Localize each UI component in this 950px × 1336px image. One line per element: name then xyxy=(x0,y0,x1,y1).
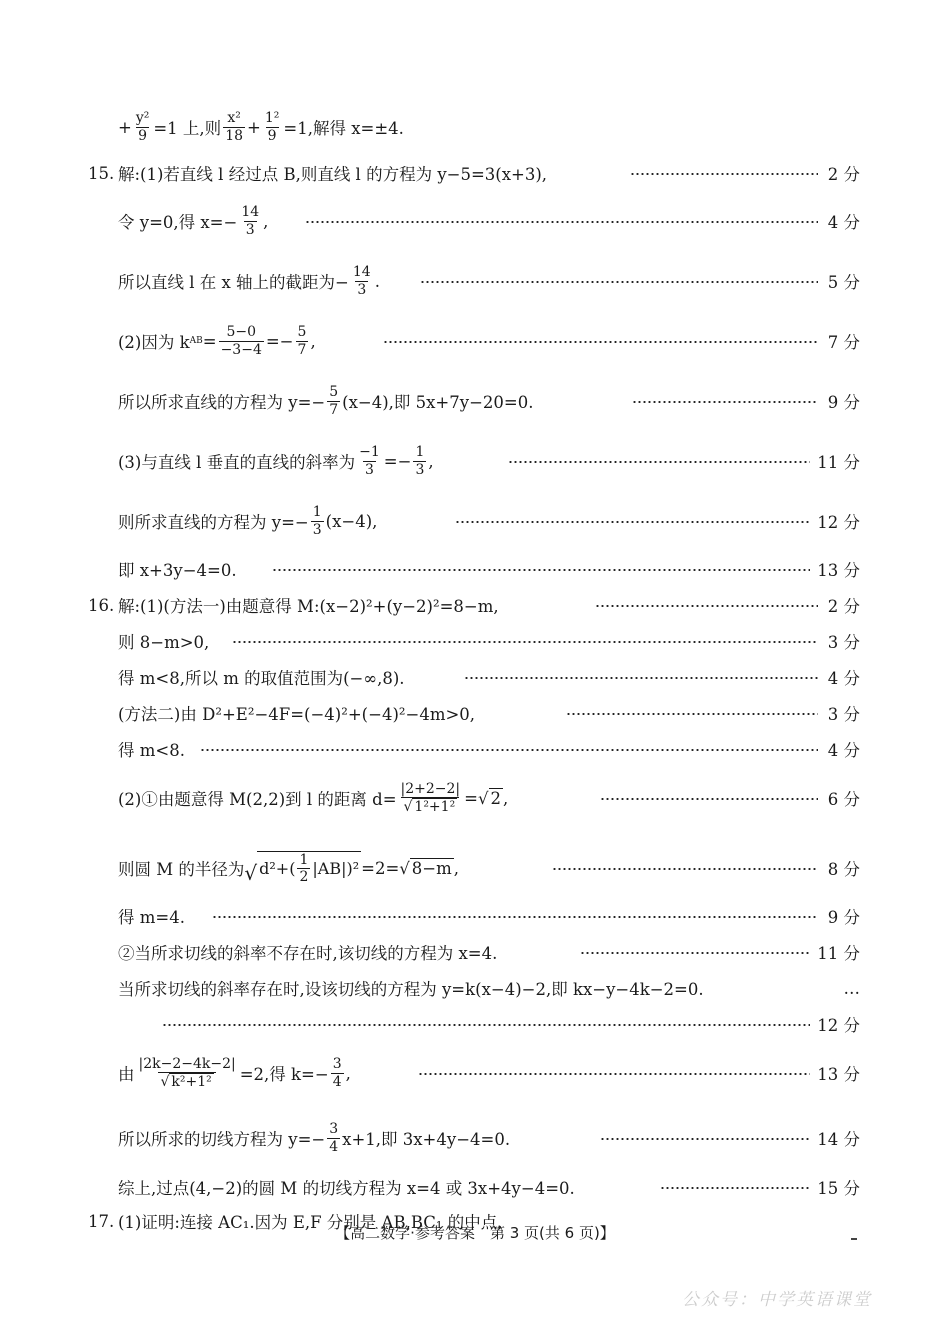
answer-line: 15. 解:(1)若直线 l 经过点 B,则直线 l 的方程为 y−5=3(x+3), 2 分 xyxy=(0,158,950,188)
answer-line: (2)因为 k AB = $\frac{5-0}{-3-4}$ =− $\frac{5}{7}$ , 7 分 xyxy=(118,324,860,358)
score: 4 分 xyxy=(827,213,860,232)
square-root: √ d²+( $\frac{1}{2}$ |AB|)² xyxy=(244,851,360,886)
score: 4 分 xyxy=(827,741,860,760)
leader-dots xyxy=(383,341,818,343)
fraction: |2k−2−4k−2| √ k²+1² xyxy=(138,1055,236,1090)
answer-line: 得 m=4. 9 分 xyxy=(0,901,950,931)
leader-dots xyxy=(595,605,818,607)
leader-dots xyxy=(305,221,818,223)
fraction: $\frac{1}{2}$ xyxy=(299,851,309,885)
fraction: $\frac{\text{x²}}{18}$ xyxy=(225,110,244,144)
leader-dots xyxy=(566,713,818,715)
fraction: $\frac{1}{3}$ xyxy=(415,444,425,478)
question-number: 16. xyxy=(88,595,115,615)
score: 2 分 xyxy=(827,597,860,616)
answer-line: (3)与直线 l 垂直的直线的斜率为 $\frac{-1}{3}$ =− $\frac{1}{3}$ , 11 分 xyxy=(118,444,860,478)
fraction: $\frac{5-0}{-3-4}$ xyxy=(220,324,262,358)
answer-line: 即 x+3y−4=0. 13 分 xyxy=(0,554,950,584)
answer-line: ②当所求切线的斜率不存在时,该切线的方程为 x=4. 11 分 xyxy=(0,937,950,967)
score: 7 分 xyxy=(827,333,860,352)
scan-mark xyxy=(851,1238,857,1240)
score: 9 分 xyxy=(827,908,860,927)
answer-line: 17. (1)证明:连接 AC₁.因为 E,F 分别是 AB,BC₁ 的中点, xyxy=(88,1211,503,1232)
fraction: $\frac{\text{1²}}{9}$ xyxy=(264,110,280,144)
leader-dots xyxy=(630,173,818,175)
answer-line: 综上,过点(4,−2)的圆 M 的切线方程为 x=4 或 3x+4y−4=0. 15 分 xyxy=(0,1172,950,1202)
score: 13 分 xyxy=(817,1065,860,1084)
page-footer: 【高二数学·参考答案 第 3 页(共 6 页)】 xyxy=(335,1224,615,1242)
leader-dots xyxy=(632,401,818,403)
leader-dots xyxy=(455,521,810,523)
leader-dots xyxy=(272,569,810,571)
score: 11 分 xyxy=(817,453,860,472)
leader-dots xyxy=(232,641,818,643)
answer-line: 16. 解:(1)(方法一)由题意得 M:(x−2)²+(y−2)²=8−m, 2 分 xyxy=(0,590,950,620)
answer-line: + $\frac{\text{y²}}{9}$ =1 上,则 $\frac{\text{x²}}{18}$ + $\frac{\text{1²}}{9}$ =1,解得 x=±4. xyxy=(118,110,404,144)
answer-line: (2)①由题意得 M(2,2)到 l 的距离 d= |2+2−2| √ 1²+1² = √ 2 , 6 分 xyxy=(118,780,860,815)
score: 4 分 xyxy=(827,669,860,688)
leader-dots xyxy=(420,281,818,283)
watermark: 公众号：中学英语课堂 xyxy=(682,1290,872,1310)
answer-line: 则 8−m>0, 3 分 xyxy=(0,626,950,656)
score: 5 分 xyxy=(827,273,860,292)
answer-line: 所以所求的切线方程为 y=− $\frac{3}{4}$ x+1,即 3x+4y−4=0. 14 分 xyxy=(118,1121,860,1155)
score: 12 分 xyxy=(817,513,860,532)
fraction: $\frac{-1}{3}$ xyxy=(359,444,380,478)
score: 15 分 xyxy=(817,1179,860,1198)
answer-line xyxy=(0,1009,950,1039)
answer-line: 得 m<8. 4 分 xyxy=(0,734,950,764)
fraction: $\frac{14}{3}$ xyxy=(241,204,260,238)
score: 14 分 xyxy=(817,1130,860,1149)
square-root: √ 1²+1² xyxy=(403,799,456,815)
fraction: $\frac{5}{7}$ xyxy=(297,324,307,358)
fraction: $\frac{14}{3}$ xyxy=(352,264,371,298)
answer-line: (方法二)由 D²+E²−4F=(−4)²+(−4)²−4m>0, 3 分 xyxy=(0,698,950,728)
square-root: √ k²+1² xyxy=(160,1074,212,1090)
score: 9 分 xyxy=(827,393,860,412)
square-root: √ 2 xyxy=(477,789,501,808)
answer-line: 当所求切线的斜率存在时,设该切线的方程为 y=k(x−4)−2,即 kx−y−4k−2=0. … xyxy=(118,978,860,999)
answer-line: 得 m<8,所以 m 的取值范围为(−∞,8). 4 分 xyxy=(0,662,950,692)
answer-line: 所以直线 l 在 x 轴上的截距为− $\frac{14}{3}$ . 5 分 xyxy=(118,264,860,298)
score: 2 分 xyxy=(827,165,860,184)
score: 11 分 xyxy=(817,944,860,963)
question-number: 15. xyxy=(88,163,115,183)
fraction: $\frac{3}{4}$ xyxy=(329,1121,339,1155)
answer-line: 由 |2k−2−4k−2| √ k²+1² =2,得 k=− $\frac{3}{4}$ , 13 分 xyxy=(118,1055,860,1090)
leader-dots xyxy=(600,798,818,800)
fraction: $\frac{5}{7}$ xyxy=(329,384,339,418)
fraction: $\frac{\text{y²}}{9}$ xyxy=(135,110,150,144)
leader-dots xyxy=(200,749,818,751)
leader-dots xyxy=(162,1024,810,1026)
answer-line: 则圆 M 的半径为 √ d²+( $\frac{1}{2}$ |AB|)² =2= √ 8−m , 8 分 xyxy=(118,851,860,886)
leader-dots xyxy=(600,1138,810,1140)
leader-dots xyxy=(552,868,818,870)
score: 3 分 xyxy=(827,705,860,724)
answer-line: 则所求直线的方程为 y=− $\frac{1}{3}$ (x−4), 12 分 xyxy=(118,504,860,538)
question-number: 17. xyxy=(88,1211,115,1231)
score: 8 分 xyxy=(827,860,860,879)
fraction: $\frac{3}{4}$ xyxy=(332,1056,342,1090)
score: 13 分 xyxy=(817,561,860,580)
score: 3 分 xyxy=(827,633,860,652)
square-root: √ 8−m xyxy=(399,859,452,878)
leader-dots xyxy=(660,1187,810,1189)
leader-dots xyxy=(508,461,810,463)
fraction: $\frac{1}{3}$ xyxy=(312,504,322,538)
score: 6 分 xyxy=(827,790,860,809)
leader-dots xyxy=(580,952,810,954)
leader-dots xyxy=(464,677,818,679)
answer-line: 令 y=0,得 x=− $\frac{14}{3}$ , 4 分 xyxy=(118,204,860,238)
leader-dots xyxy=(212,916,818,918)
answer-line: 所以所求直线的方程为 y=− $\frac{5}{7}$ (x−4),即 5x+7y−20=0. 9 分 xyxy=(118,384,860,418)
score: 12 分 xyxy=(817,1016,860,1035)
fraction: |2+2−2| √ 1²+1² xyxy=(400,780,461,815)
leader-dots xyxy=(418,1073,810,1075)
